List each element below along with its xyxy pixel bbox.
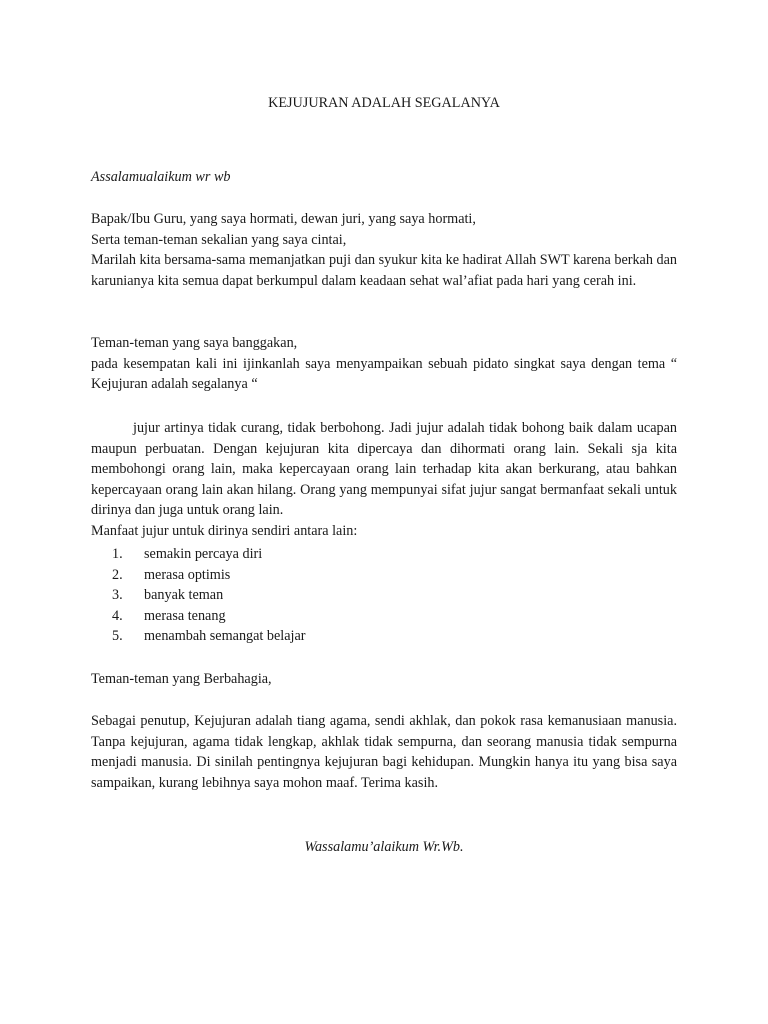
list-number: 4. (112, 607, 123, 624)
conclusion-section (91, 711, 677, 793)
list-number: 2. (112, 566, 123, 583)
list-text: semakin percaya diri (144, 546, 263, 562)
list-item (91, 544, 677, 565)
list-item (91, 585, 677, 606)
intro-line-2: pada kesempatan kali ini ijinkanlah saya menyampaikan sebuah pidato singkat saya dengan tema “ Kejujuran adalah segalanya “ (91, 355, 677, 393)
greeting: Assalamualaikum wr wb (91, 169, 231, 185)
list-intro: Manfaat jujur untuk dirinya sendiri antara lain: (91, 522, 358, 539)
list-number: 1. (112, 546, 123, 562)
list-text: merasa optimis (144, 566, 231, 583)
intro-line-1: Teman-teman yang saya banggakan, (91, 335, 298, 351)
closing-salutation: Wassalamu’alaikum Wr.Wb. (304, 839, 464, 855)
address-line: Teman-teman yang Berbahagia, (91, 671, 272, 687)
opening-line-2: Serta teman-teman sekalian yang saya cintai, (91, 231, 347, 248)
document-title: KEJUJURAN ADALAH SEGALANYA (268, 95, 500, 111)
list-item (91, 606, 677, 627)
opening-line-1: Bapak/Ibu Guru, yang saya hormati, dewan juri, yang saya hormati, (91, 211, 476, 227)
conclusion-paragraph: Sebagai penutup, Kejujuran adalah tiang agama, sendi akhlak, dan pokok rasa kemanusiaan manusia. Tanpa kejujuran, agama tidak lengkap, akhlak tidak sempurna, dan seorang manusia tidak sempurna menjadi manusia. Di sinilah pentingnya kejujuran bagi kehidupan. Mungkin hanya itu yang bisa saya sampaikan, kurang lebihnya saya mohon maaf. Terima kasih. (91, 713, 677, 791)
list-text: banyak teman (144, 587, 224, 604)
list-item (91, 626, 677, 647)
opening-line-3: Marilah kita bersama-sama memanjatkan puji dan syukur kita ke hadirat Allah SWT karena berkah dan karunianya kita semua dapat berkumpul dalam keadaan sehat wal’afiat pada hari yang cerah ini. (91, 252, 677, 289)
list-number: 3. (112, 587, 123, 604)
list-number: 5. (112, 628, 123, 645)
benefits-list (91, 544, 677, 647)
body-paragraph: jujur artinya tidak curang, tidak berbohong. Jadi jujur adalah tidak bohong baik dalam ucapan maupun perbuatan. Dengan kejujuran kita dipercaya dan dihormati orang lain. Sekali sja kita membohongi orang lain, maka kepercayaan orang lain terhadap kita akan berkurang, atau bahkan kepercayaan orang lain akan hilang. Orang yang mempunyai sifat jujur sangat bermanfaat sekali untuk dirinya dan juga untuk orang lain. (91, 420, 677, 519)
list-text: menambah semangat belajar (144, 628, 306, 645)
list-text: merasa tenang (144, 607, 226, 624)
intro-section (91, 333, 677, 395)
opening-section (91, 209, 677, 291)
list-item (91, 565, 677, 586)
body-section (91, 418, 677, 542)
